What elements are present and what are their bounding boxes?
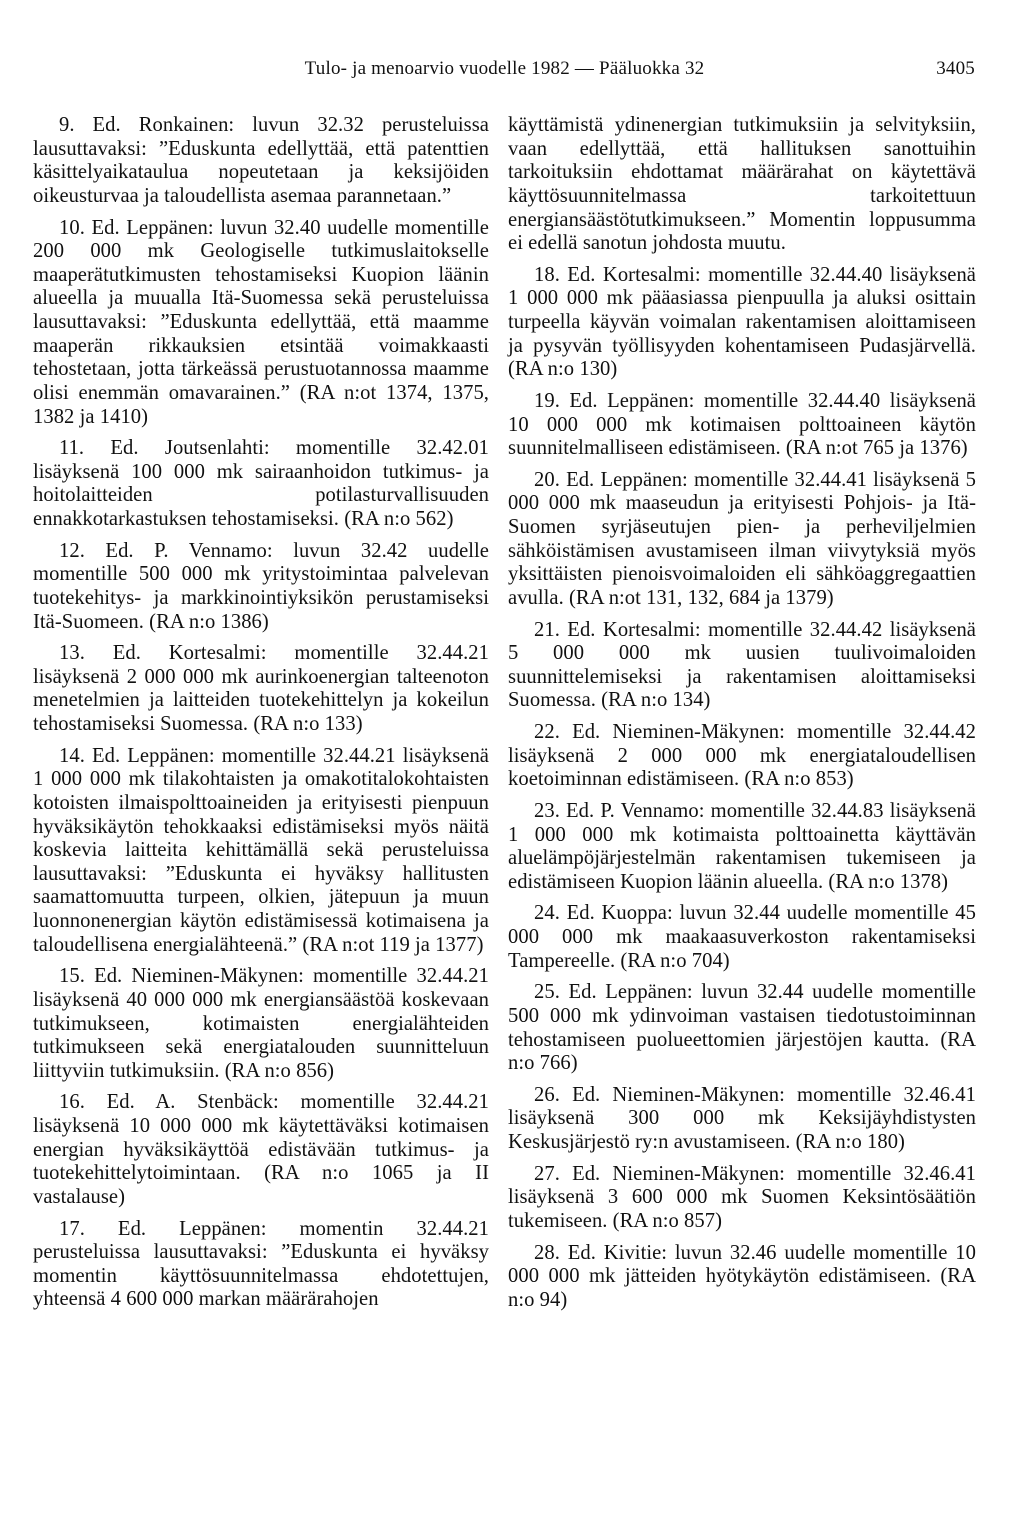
motion-9: 9. Ed. Ronkainen: luvun 32.32 perusteluissa lausuttavaksi: ”Eduskunta edellyttää, että patenttien käsittelyaikataulua nopeutetaan ja keksijöiden oikeusturvaa ja taloudellista asemaa parannetaan.” (33, 114, 489, 207)
motion-23: 23. Ed. P. Vennamo: momentille 32.44.83 lisäyksenä 1 000 000 mk kotimaista polttoainetta käyttävän aluelämpöjärjestelmän rakentamisen tukemiseen ja edistämiseen Kuopion läänin alueella. (RA n:o 1378) (508, 799, 976, 893)
motion-10: 10. Ed. Leppänen: luvun 32.40 uudelle momentille 200 000 mk Geologiselle tutkimuslaitokselle maaperätutkimusten tehostamiseksi Kuopion läänin alueella ja muualla Itä-Suomessa sekä perusteluissa lausuttavaksi: ”Eduskunta edellyttää, että maamme maaperän rikkauksien etsintää voimakkaasti tehostetaan, jotta tärkeässä perustuotannossa maamme olisi enemmän omavarainen.” (RA n:ot 1374, 1375, 1382 ja 1410) (33, 216, 489, 428)
motion-11: 11. Ed. Joutsenlahti: momentille 32.42.01 lisäyksenä 100 000 mk sairaanhoidon tutkimus- ja hoitolaitteiden potilasturvallisuuden ennakkotarkastuksen tehostamiseksi. (RA n:o 562) (33, 437, 489, 530)
motion-16: 16. Ed. A. Stenbäck: momentille 32.44.21 lisäyksenä 10 000 000 mk käytettäväksi kotimaisen energian hyväksikäyttöä edistävään tutkimus- ja tuotekehittelytoimintaan. (RA n:o 1065 ja II vastalause) (33, 1091, 489, 1208)
motion-17: 17. Ed. Leppänen: momentin 32.44.21 perusteluissa lausuttavaksi: ”Eduskunta ei hyväksy momentin käyttösuunnitelmassa ehdotettujen, yhteensä 4 600 000 markan määrärahojen (33, 1217, 489, 1311)
motion-21: 21. Ed. Kortesalmi: momentille 32.44.42 lisäyksenä 5 000 000 mk uusien tuulivoimaloiden suunnittelemiseksi ja rakentamisen aloittamiseksi Suomessa. (RA n:o 134) (508, 618, 976, 712)
motion-13: 13. Ed. Kortesalmi: momentille 32.44.21 lisäyksenä 2 000 000 mk aurinkoenergian talteenoton menetelmien ja laitteiden tuotekehittelyn ja kokeilun tehostamiseksi Suomessa. (RA n:o 133) (33, 642, 489, 735)
motion-26: 26. Ed. Nieminen-Mäkynen: momentille 32.46.41 lisäyksenä 300 000 mk Keksijäyhdistysten Keskusjärjestö ry:n avustamiseen. (RA n:o 180) (508, 1083, 976, 1153)
motion-14: 14. Ed. Leppänen: momentille 32.44.21 lisäyksenä 1 000 000 mk tilakohtaisten ja omakotitalokohtaisten kotoisten ilmaispolttoaineiden ja erityisesti pienpuun hyväksikäytön tehokkaaksi edistämiseksi myös näitä koskevia laitteita kehittämällä sekä perusteluissa lausuttavaksi: ”Eduskunta ei hyväksy hallitusten saamattomuutta turpeen, olkien, jätepuun ja muun luonnonenergian käytön edistämisessä kotimaisena ja taloudellisena energialähteenä.” (RA n:ot 119 ja 1377) (33, 744, 489, 956)
page-number: 3405 (936, 58, 975, 79)
motion-18: 18. Ed. Kortesalmi: momentille 32.44.40 lisäyksenä 1 000 000 mk pääasiassa pienpuulla ja aluksi osittain turpeella käyvän voimalan rakentamisen aloittamiseen ja pysyvän työllisyyden kohentamiseen Pudasjärvellä. (RA n:o 130) (508, 263, 976, 381)
motion-27: 27. Ed. Nieminen-Mäkynen: momentille 32.46.41 lisäyksenä 3 600 000 mk Suomen Keksintösäätiön tukemiseen. (RA n:o 857) (508, 1162, 976, 1232)
motion-22: 22. Ed. Nieminen-Mäkynen: momentille 32.44.42 lisäyksenä 2 000 000 mk energiataloudellisen koetoiminnan edistämiseen. (RA n:o 853) (508, 721, 976, 791)
motion-24: 24. Ed. Kuoppa: luvun 32.44 uudelle momentille 45 000 000 mk maakaasuverkoston rakentamiseksi Tampereelle. (RA n:o 704) (508, 902, 976, 972)
page-header (34, 58, 975, 88)
left-column (33, 114, 489, 1320)
right-column (508, 114, 976, 1320)
motion-15: 15. Ed. Nieminen-Mäkynen: momentille 32.44.21 lisäyksenä 40 000 000 mk energiansäästöä koskevaan tutkimukseen, kotimaisten energialähteiden tutkimukseen sekä energiatalouden suunnitteluun liittyviin tutkimuksiin. (RA n:o 856) (33, 965, 489, 1082)
motion-20: 20. Ed. Leppänen: momentille 32.44.41 lisäyksenä 5 000 000 mk maaseudun ja erityisesti Pohjois- ja Itä-Suomen syrjäseutujen pien- ja perheviljelmien sähköistämisen avustamiseen ilman viivytyksiä myös yksittäisten pienoisvoimaloiden eli sähköaggregaattien avulla. (RA n:ot 131, 132, 684 ja 1379) (508, 468, 976, 609)
motion-19: 19. Ed. Leppänen: momentille 32.44.40 lisäyksenä 10 000 000 mk kotimaisen polttoaineen käytön suunnitelmalliseen edistämiseen. (RA n:ot 765 ja 1376) (508, 389, 976, 460)
running-title: Tulo- ja menoarvio vuodelle 1982 — Pääluokka 32 (304, 58, 705, 79)
motion-12: 12. Ed. P. Vennamo: luvun 32.42 uudelle momentille 500 000 mk yritystoimintaa palvelevan tuotekehitys- ja markkinointiyksikön perustamiseksi Itä-Suomeen. (RA n:o 1386) (33, 539, 489, 633)
motion-28: 28. Ed. Kivitie: luvun 32.46 uudelle momentille 10 000 000 mk jätteiden hyötykäytön edistämiseen. (RA n:o 94) (508, 1241, 976, 1311)
motion-17-continuation: käyttämistä ydinenergian tutkimuksiin ja selvityksiin, vaan edellyttää, että hallituksen sanottuihin tarkoituksiin ehdottamat määrärahat on käytettävä käyttösuunnitelmassa tarkoitettuun energiansäästötutkimukseen.” Momentin loppusumma ei edellä sanotun johdosta muutu. (508, 114, 976, 255)
motion-25: 25. Ed. Leppänen: luvun 32.44 uudelle momentille 500 000 mk ydinvoiman vastaisen tiedotustoiminnan tehostamiseen puolueettomien järjestöjen kautta. (RA n:o 766) (508, 981, 976, 1075)
